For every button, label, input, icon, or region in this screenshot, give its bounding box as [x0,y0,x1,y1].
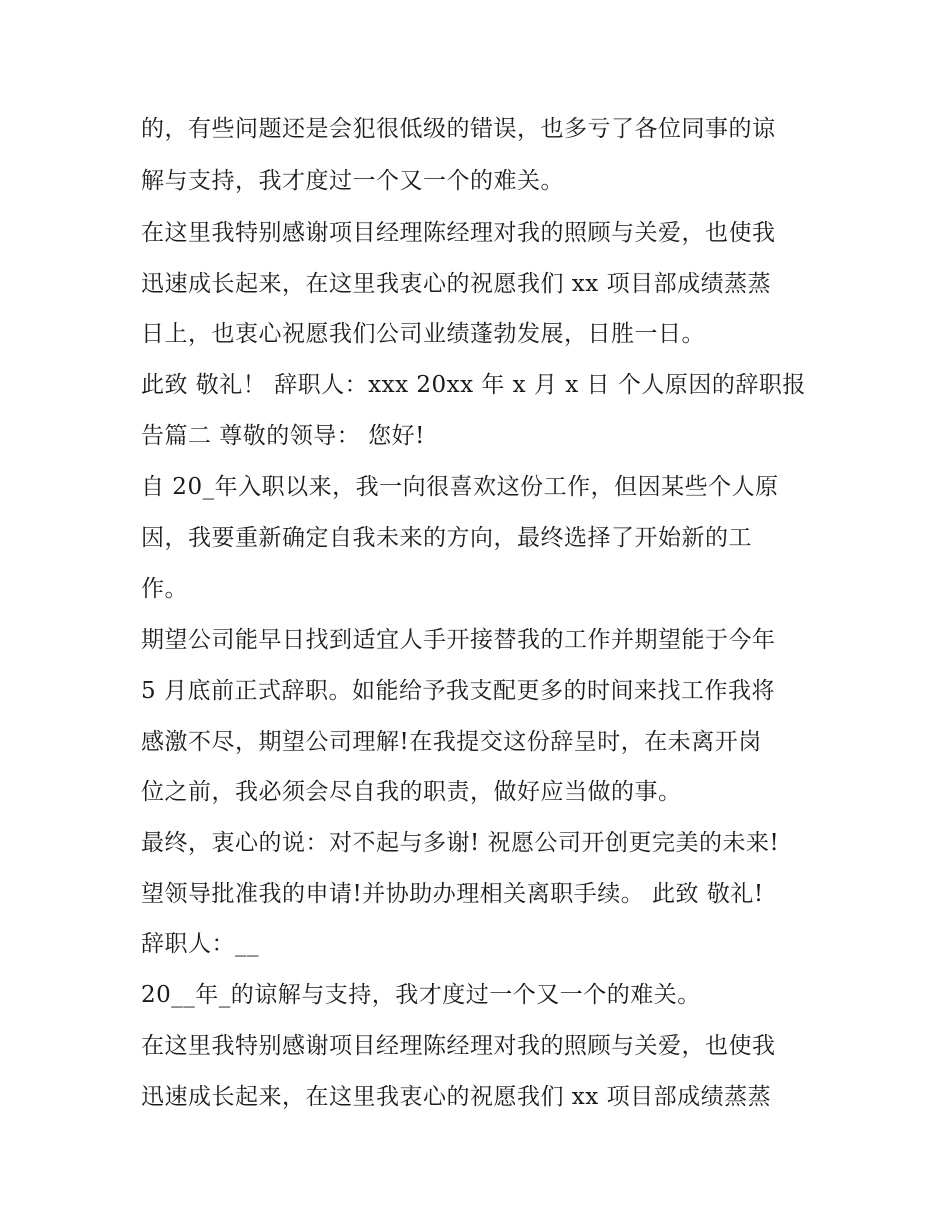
text-line: 自 20_年入职以来，我一向很喜欢这份工作，但因某些个人原 [141,474,779,500]
text-line: 在这里我特别感谢项目经理陈经理对我的照顾与关爱，也使我 [141,220,776,246]
text-line: 20__年_的谅解与支持，我才度过一个又一个的难关。 [141,982,701,1008]
text-line: 的，有些问题还是会犯很低级的错误，也多亏了各位同事的谅 [141,116,776,142]
text-line: 迅速成长起来，在这里我衷心的祝愿我们 xx 项目部成绩蒸蒸 [141,1084,772,1110]
text-line: 期望公司能早日找到适宜人手开接替我的工作并期望能于今年 [141,627,776,653]
text-line: 告篇二 尊敬的领导： 您好! [141,423,425,449]
text-line: 望领导批准我的申请!并协助办理相关离职手续。 此致 敬礼! [141,881,764,907]
text-line: 5 月底前正式辞职。如能给予我支配更多的时间来找工作我将 [141,678,775,704]
text-line: 此致 敬礼！ 辞职人：xxx 20xx 年 x 月 x 日 个人原因的辞职报 [141,372,806,398]
text-line: 作。 [141,576,188,602]
text-line: 日上，也衷心祝愿我们公司业绩蓬勃发展，日胜一日。 [141,321,705,347]
text-line: 最终，衷心的说：对不起与多谢! 祝愿公司开创更完美的未来! [141,830,780,856]
text-line: 在这里我特别感谢项目经理陈经理对我的照顾与关爱，也使我 [141,1033,776,1059]
text-line: 位之前，我必须会尽自我的职责，做好应当做的事。 [141,779,682,805]
text-line: 辞职人：__ [141,931,259,957]
text-line: 感激不尽，期望公司理解!在我提交这份辞呈时，在未离开岗 [141,729,762,755]
text-line: 解与支持，我才度过一个又一个的难关。 [141,168,564,194]
text-line: 迅速成长起来，在这里我衷心的祝愿我们 xx 项目部成绩蒸蒸 [141,271,772,297]
text-line: 因，我要重新确定自我未来的方向，最终选择了开始新的工 [141,525,752,551]
